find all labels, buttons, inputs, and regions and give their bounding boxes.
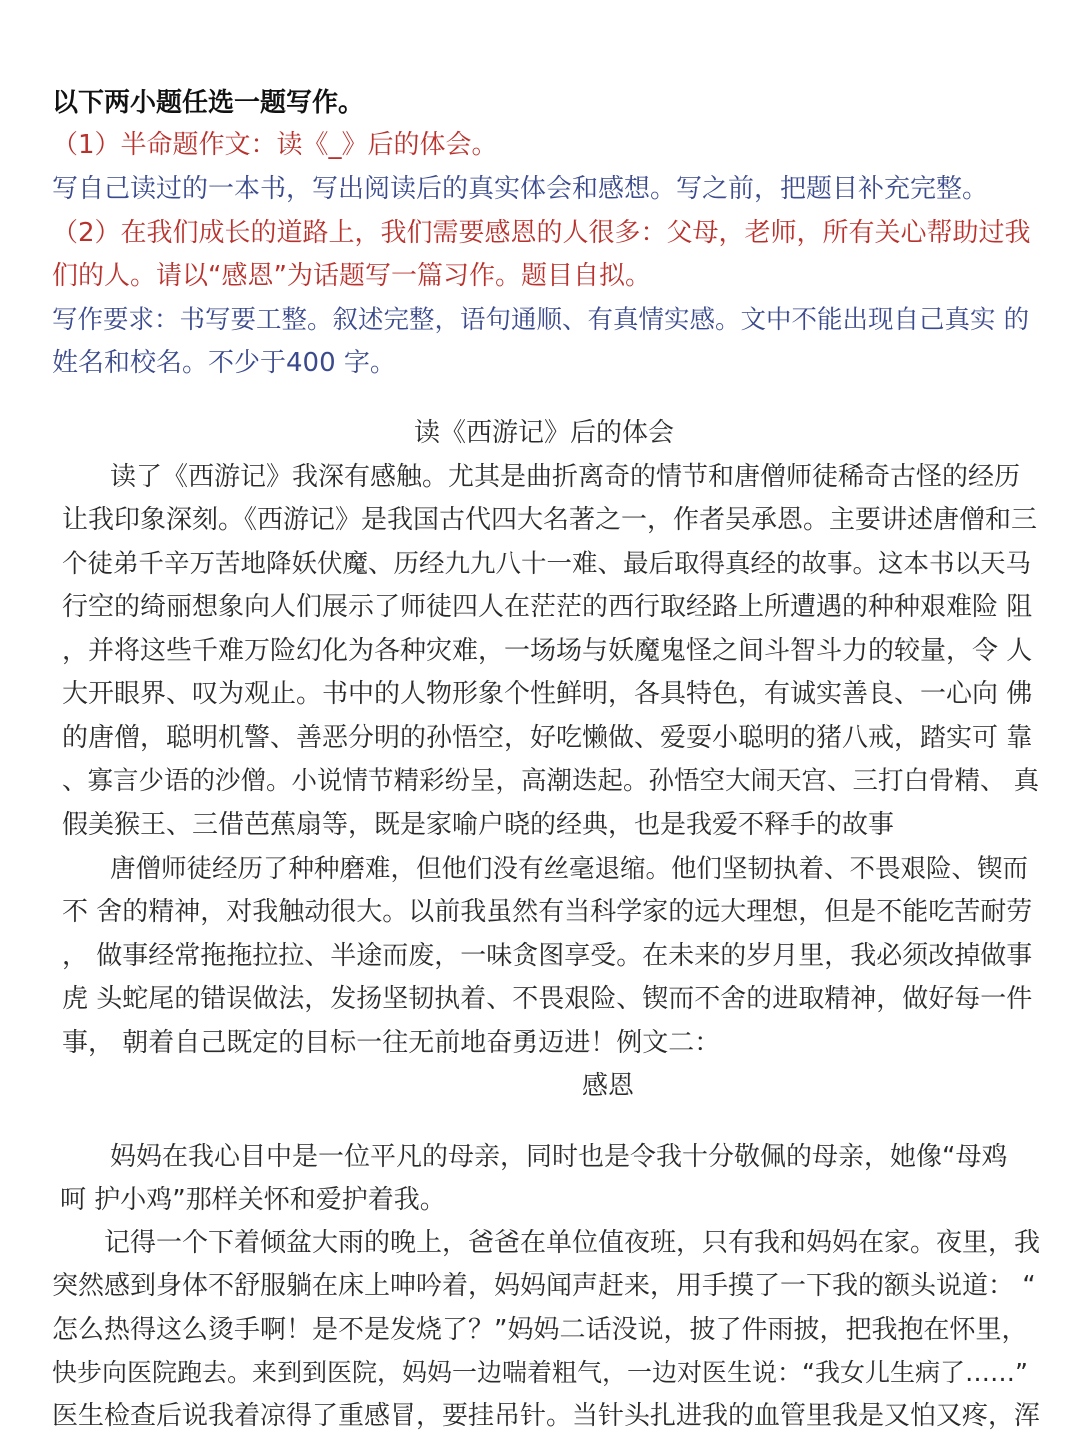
essay2-line: 快步向医院跑去。来到到医院，妈妈一边喘着粗气，一边对医生说：“我女儿生病了……”	[52, 1358, 1028, 1387]
essay2-line: 突然感到身体不舒服躺在床上呻吟着，妈妈闻声赶来，用手摸了一下我的额头说道： “	[52, 1271, 1036, 1301]
essay1-line: 虎 头蛇尾的错误做法，发扬坚韧执着、不畏艰险、锲而不舍的进取精神，做好每一件	[62, 984, 1033, 1014]
essay1-line: 个徒弟千辛万苦地降妖伏魔、历经九九八十一难、最后取得真经的故事。这本书以天马	[62, 549, 1032, 579]
option1-title: （1）半命题作文：读《_》后的体会。	[52, 130, 498, 160]
essay1-line: 大开眼界、叹为观止。书中的人物形象个性鲜明，各具特色，有诚实善良、一心向 佛	[62, 679, 1033, 709]
essay2-line: 记得一个下着倾盆大雨的晚上，爸爸在单位值夜班，只有我和妈妈在家。夜里，我	[104, 1228, 1041, 1258]
essay2-line: 医生检查后说我着凉得了重感冒，要挂吊针。当针头扎进我的血管里我是又怕又疼，浑	[52, 1401, 1041, 1431]
essay1-line: 的唐僧，聪明机警、善恶分明的孙悟空，好吃懒做、爱耍小聪明的猪八戒，踏实可 靠	[62, 723, 1033, 753]
option2-line-2: 们的人。请以“感恩”为话题写一篇习作。题目自拟。	[52, 261, 651, 291]
essay1-line: 不 舍的精神，对我触动很大。以前我虽然有当科学家的远大理想，但是不能吃苦耐劳	[62, 897, 1033, 927]
essay1-line: 、寡言少语的沙僧。小说情节精彩纷呈，高潮迭起。孙悟空大闹天宫、三打白骨精、 真	[62, 766, 1040, 796]
essay1-line: ， 做事经常拖拖拉拉、半途而废，一味贪图享受。在未来的岁月里，我必须改掉做事	[62, 941, 1033, 971]
essay2-line: 妈妈在我心目中是一位平凡的母亲，同时也是令我十分敬佩的母亲，她像“母鸡	[110, 1142, 1008, 1172]
option2-line-1: （2）在我们成长的道路上，我们需要感恩的人很多：父母，老师，所有关心帮助过我	[52, 218, 1031, 248]
prompt-heading: 以下两小题任选一题写作。	[52, 88, 365, 118]
essay2-line: 怎么热得这么烫手啊！是不是发烧了？”妈妈二话没说，披了件雨披，把我抱在怀里，	[52, 1315, 1028, 1345]
essay1-line: 行空的绮丽想象向人们展示了师徒四人在茫茫的西行取经路上所遭遇的种种艰难险 阻	[62, 592, 1033, 622]
essay1-line: 事， 朝着自己既定的目标一往无前地奋勇迈进！例文二：	[62, 1028, 721, 1058]
essay1-title: 读《西游记》后的体会	[414, 418, 675, 448]
requirements-line-2: 姓名和校名。不少于400 字。	[52, 348, 396, 378]
requirements-line-1: 写作要求：书写要工整。叙述完整，语句通顺、有真情实感。文中不能出现自己真实 的	[52, 305, 1030, 335]
essay1-line: 唐僧师徒经历了种种磨难，但他们没有丝毫退缩。他们坚韧执着、不畏艰险、锲而	[110, 854, 1029, 884]
essay2-title: 感恩	[582, 1071, 635, 1101]
option1-description: 写自己读过的一本书，写出阅读后的真实体会和感想。写之前，把题目补充完整。	[52, 174, 989, 204]
essay2-line: 呵 护小鸡”那样关怀和爱护着我。	[60, 1185, 446, 1215]
essay1-line: 假美猴王、三借芭蕉扇等，既是家喻户晓的经典，也是我爱不释手的故事	[62, 810, 895, 840]
essay1-line: ，并将这些千难万险幻化为各种灾难，一场场与妖魔鬼怪之间斗智斗力的较量，令 人	[62, 636, 1033, 666]
essay1-line: 读了《西游记》我深有感触。尤其是曲折离奇的情节和唐僧师徒稀奇古怪的经历	[110, 462, 1021, 492]
essay1-line: 让我印象深刻。《西游记》是我国古代四大名著之一，作者吴承恩。主要讲述唐僧和三	[62, 505, 1038, 535]
